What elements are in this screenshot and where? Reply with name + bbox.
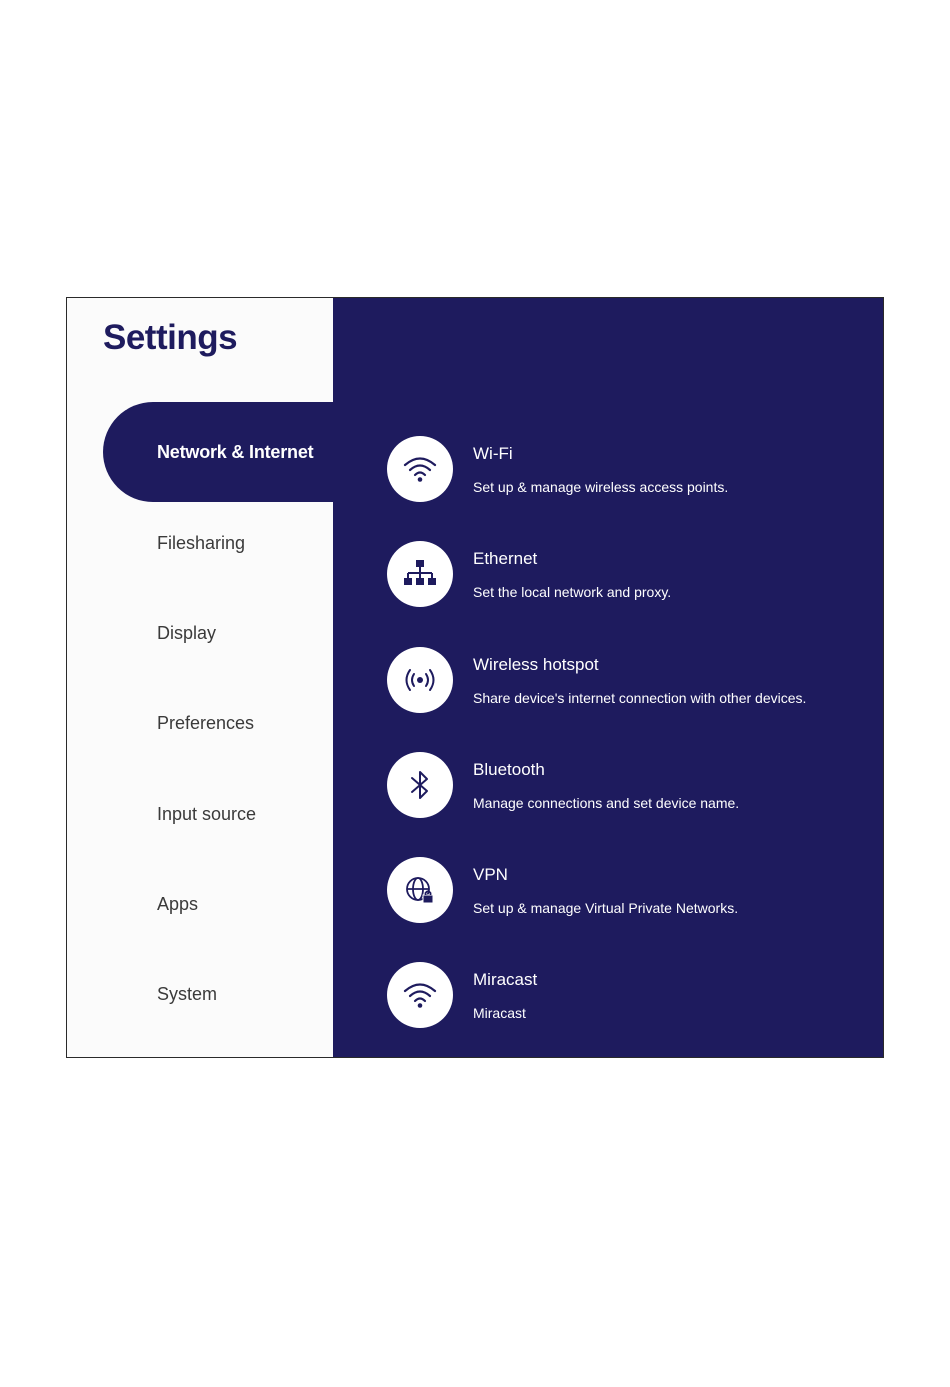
setting-title: Bluetooth — [473, 760, 545, 779]
hotspot-icon — [387, 647, 453, 713]
setting-description: Manage connections and set device name. — [473, 795, 740, 811]
sidebar-item-label: Network & Internet — [157, 442, 314, 462]
setting-item-wireless-hotspot[interactable] — [387, 647, 867, 717]
setting-title: Miracast — [473, 970, 538, 989]
setting-title: Wireless hotspot — [473, 655, 599, 674]
sidebar-item-apps[interactable]: Apps — [157, 894, 199, 914]
setting-description: Set up & manage wireless access points. — [473, 479, 729, 495]
sidebar-item-network-internet[interactable] — [103, 402, 343, 502]
setting-title: Wi-Fi — [473, 444, 513, 463]
setting-description: Miracast — [473, 1005, 526, 1021]
ethernet-icon — [387, 541, 453, 607]
setting-item-wifi[interactable] — [387, 436, 867, 506]
setting-title: VPN — [473, 865, 508, 884]
sidebar-item-system[interactable]: System — [157, 984, 218, 1004]
bluetooth-icon — [387, 752, 453, 818]
setting-item-miracast[interactable] — [387, 962, 867, 1032]
settings-window — [66, 297, 884, 1058]
sidebar-item-filesharing[interactable]: Filesharing — [157, 533, 246, 553]
sidebar-item-preferences[interactable]: Preferences — [157, 713, 255, 733]
setting-title: Ethernet — [473, 549, 538, 568]
sidebar-filler — [67, 402, 103, 502]
setting-item-bluetooth[interactable] — [387, 752, 867, 822]
sidebar-item-input-source[interactable]: Input source — [157, 804, 257, 824]
page-title: Settings — [103, 318, 238, 357]
setting-description: Share device's internet connection with other devices. — [473, 690, 807, 706]
wifi-icon — [387, 436, 453, 502]
sidebar-list-area — [67, 502, 333, 1057]
setting-description: Set up & manage Virtual Private Networks. — [473, 900, 739, 916]
vpn-icon — [387, 857, 453, 923]
setting-item-ethernet[interactable] — [387, 541, 867, 611]
miracast-icon — [387, 962, 453, 1028]
setting-description: Set the local network and proxy. — [473, 584, 672, 600]
sidebar-item-display[interactable]: Display — [157, 623, 217, 643]
setting-item-vpn[interactable] — [387, 857, 867, 927]
